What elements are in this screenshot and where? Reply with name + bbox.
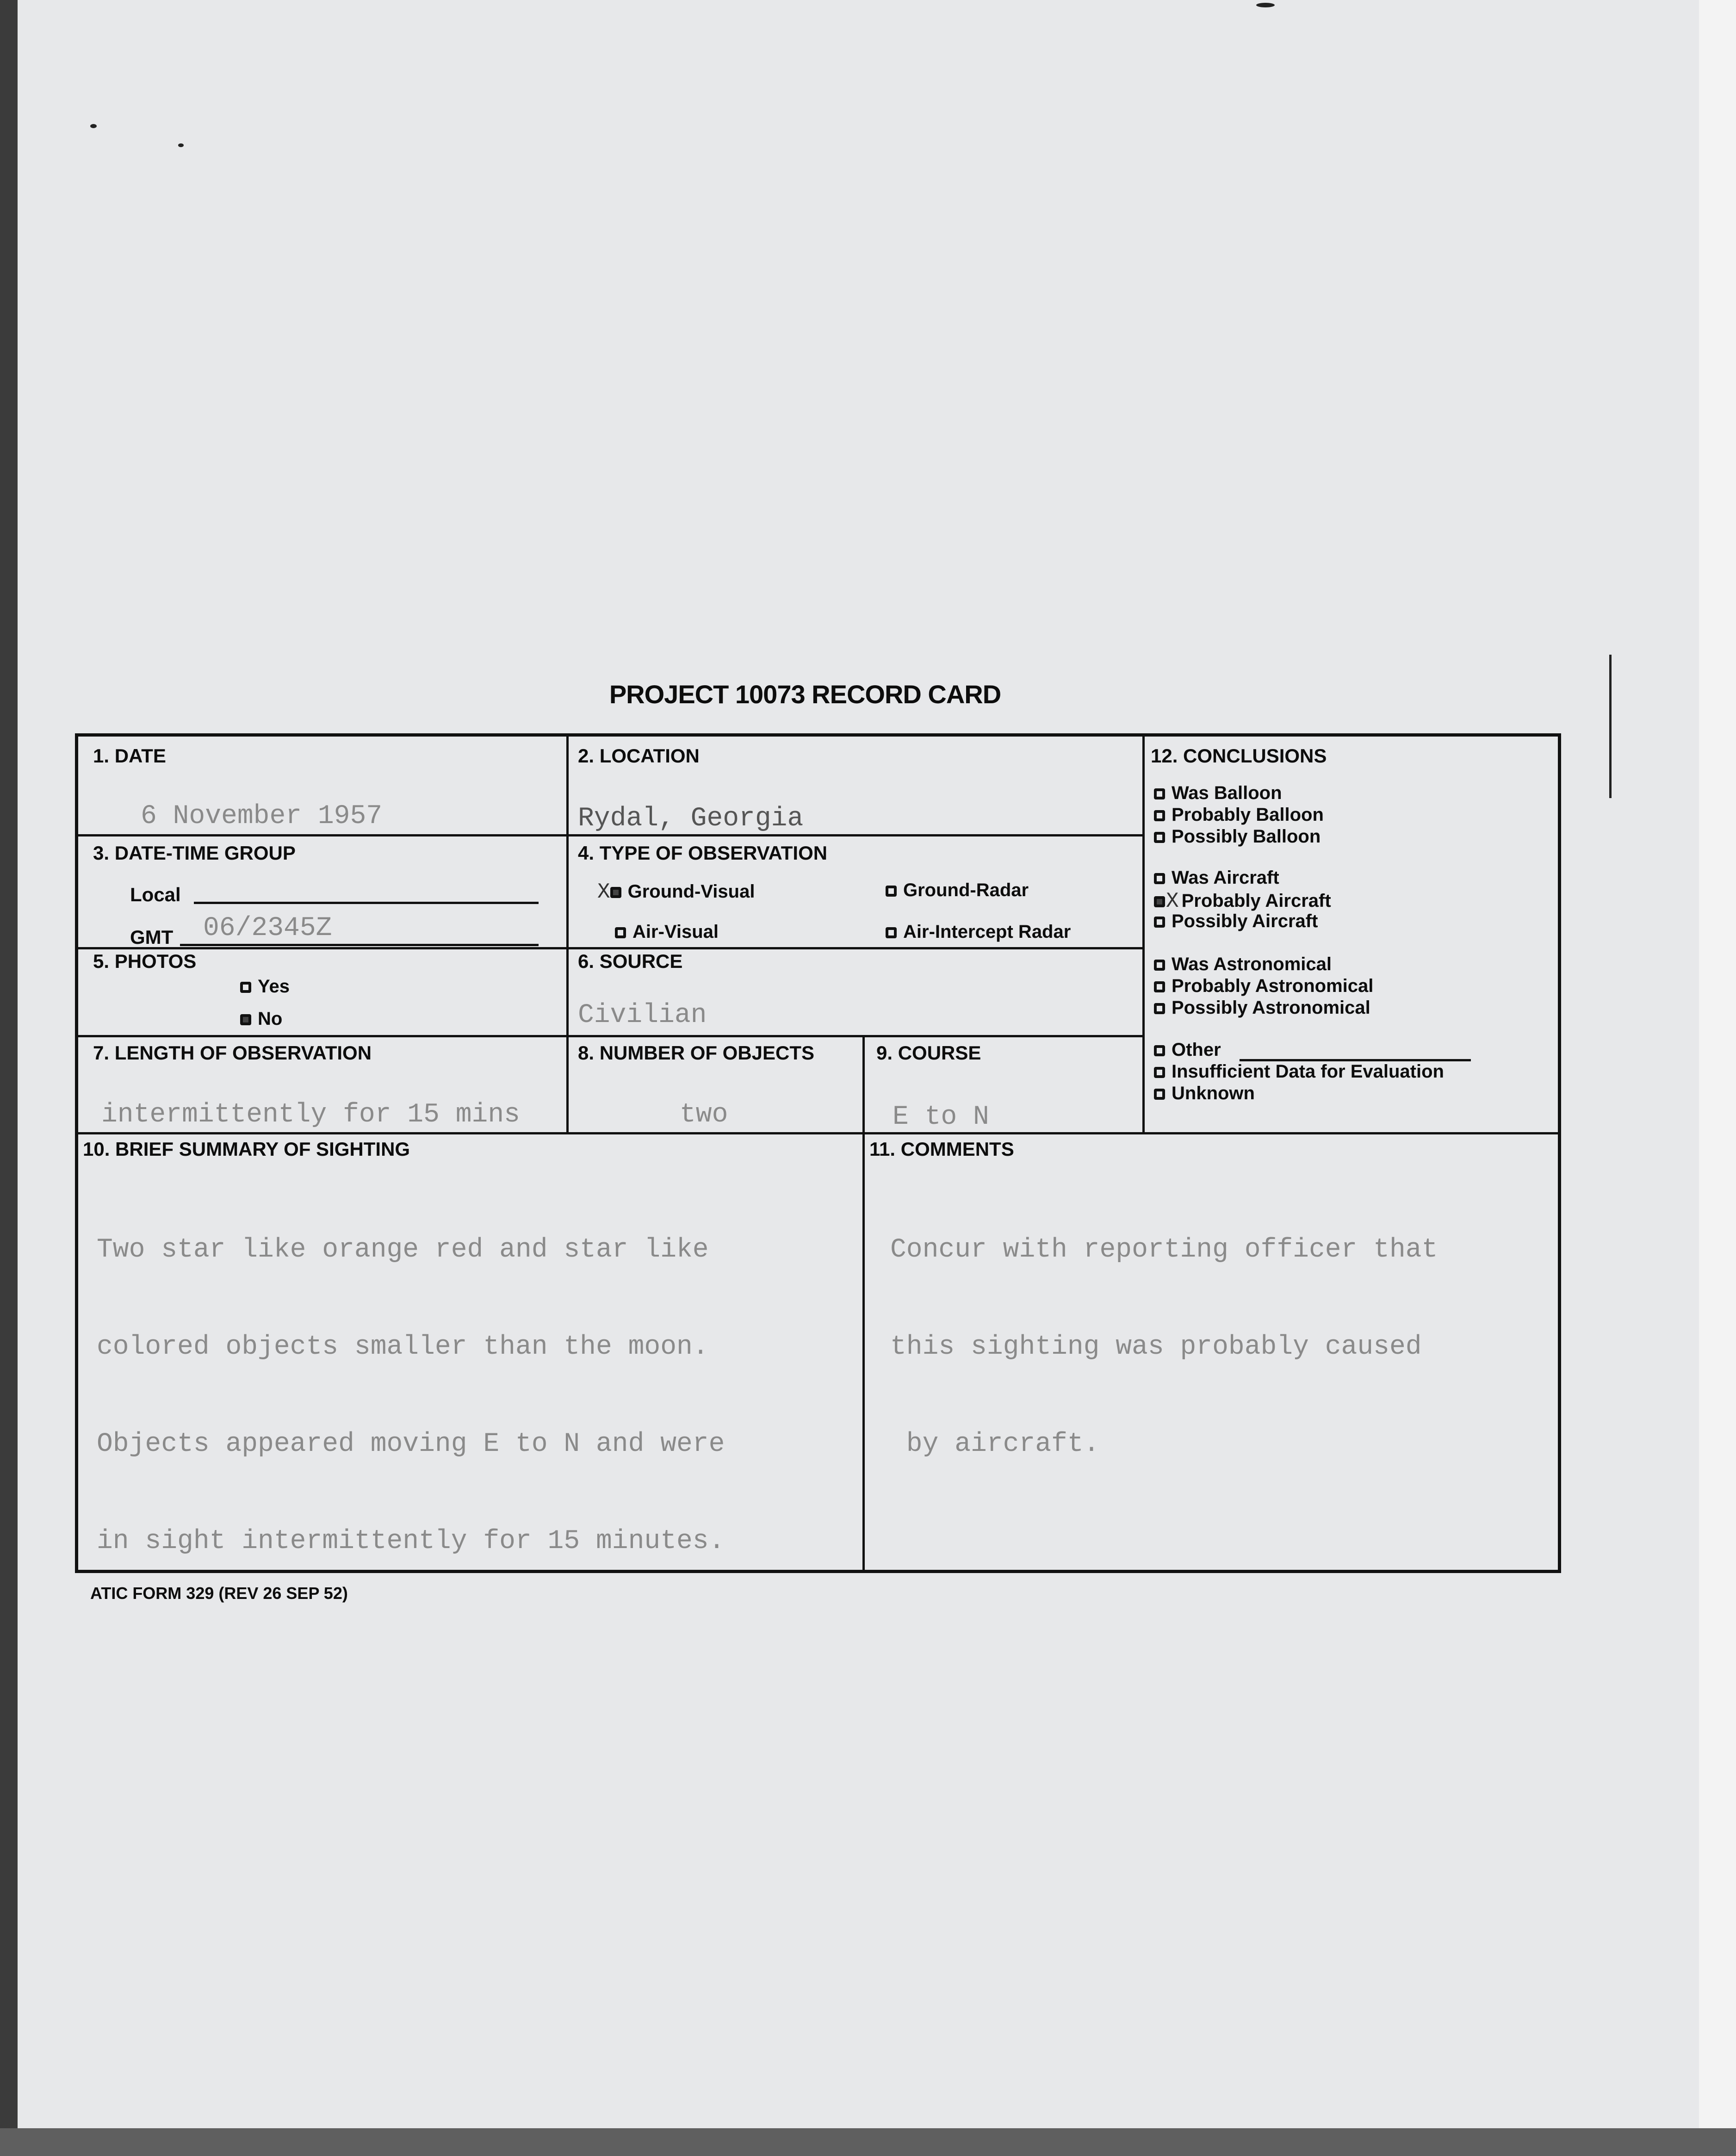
- conclusion-label: Was Astronomical: [1172, 954, 1332, 974]
- check-mark: X: [1166, 889, 1179, 913]
- scan-left-edge: [0, 0, 18, 2156]
- dust-speck: [1256, 3, 1275, 7]
- conclusion-possibly-balloon[interactable]: [1154, 826, 1321, 847]
- conclusion-possibly-aircraft[interactable]: [1154, 911, 1318, 932]
- brief-summary-label: 10. BRIEF SUMMARY OF SIGHTING: [83, 1138, 410, 1160]
- checkbox-icon: [615, 927, 626, 938]
- date-time-group-label: 3. DATE-TIME GROUP: [93, 842, 296, 864]
- divider: [1142, 737, 1145, 1132]
- summary-line: Objects appeared moving E to N and were: [97, 1429, 725, 1459]
- photos-label: 5. PHOTOS: [93, 950, 197, 972]
- conclusion-label: Insufficient Data for Evaluation: [1172, 1061, 1444, 1082]
- checkbox-icon: [240, 1014, 251, 1025]
- date-value: 6 November 1957: [141, 801, 383, 831]
- course-value: E to N: [893, 1102, 989, 1132]
- length-of-observation-value: intermittently for 15 mins: [101, 1100, 520, 1130]
- ground-visual-checkbox[interactable]: [597, 880, 755, 904]
- local-label: Local: [130, 884, 181, 905]
- comments-label: 11. COMMENTS: [869, 1138, 1014, 1160]
- checkbox-icon: [1154, 832, 1165, 843]
- conclusion-unknown[interactable]: [1154, 1083, 1255, 1104]
- comments-line: by aircraft.: [890, 1429, 1100, 1459]
- comments-text: [890, 1169, 1438, 1525]
- check-mark: X: [597, 880, 610, 904]
- conclusion-was-aircraft[interactable]: [1154, 867, 1279, 888]
- conclusion-label: Probably Balloon: [1172, 805, 1324, 825]
- gmt-underline: [180, 944, 539, 946]
- conclusion-label: Unknown: [1172, 1083, 1255, 1103]
- conclusion-label: Was Balloon: [1172, 783, 1282, 803]
- conclusion-label: Possibly Aircraft: [1172, 911, 1318, 931]
- conclusion-probably-balloon[interactable]: [1154, 805, 1324, 825]
- checkbox-icon: [610, 887, 621, 898]
- photos-yes-checkbox[interactable]: [240, 976, 290, 997]
- number-of-objects-value: two: [680, 1100, 728, 1130]
- checkbox-icon: [1154, 1067, 1165, 1078]
- air-visual-label: Air-Visual: [632, 922, 719, 942]
- type-of-observation-label: 4. TYPE OF OBSERVATION: [578, 842, 828, 864]
- checkbox-icon: [886, 927, 897, 938]
- record-card: [75, 733, 1561, 1573]
- conclusion-label: Was Aircraft: [1172, 867, 1279, 888]
- conclusion-label: Other: [1172, 1040, 1221, 1060]
- air-visual-checkbox[interactable]: [615, 922, 719, 942]
- air-intercept-radar-checkbox[interactable]: [886, 922, 1071, 942]
- number-of-objects-label: 8. NUMBER OF OBJECTS: [578, 1042, 815, 1064]
- gmt-value: 06/2345Z: [203, 913, 332, 943]
- conclusion-label: Possibly Astronomical: [1172, 997, 1370, 1018]
- checkbox-icon: [1154, 873, 1165, 884]
- conclusion-was-astronomical[interactable]: [1154, 954, 1332, 975]
- conclusion-label: Possibly Balloon: [1172, 826, 1321, 847]
- checkbox-icon: [1154, 1089, 1165, 1100]
- gmt-label: GMT: [130, 926, 174, 948]
- dust-speck: [90, 124, 97, 128]
- location-label: 2. LOCATION: [578, 745, 700, 767]
- comments-line: Concur with reporting officer that: [890, 1235, 1438, 1265]
- checkbox-icon: [1154, 917, 1165, 928]
- divider: [78, 1132, 1559, 1134]
- checkbox-icon: [1154, 810, 1165, 821]
- conclusions-label: 12. CONCLUSIONS: [1151, 745, 1327, 767]
- summary-line: colored objects smaller than the moon.: [97, 1332, 709, 1362]
- local-underline: [194, 902, 539, 904]
- conclusion-insufficient-data[interactable]: [1154, 1061, 1444, 1082]
- conclusion-label: Probably Aircraft: [1181, 891, 1331, 911]
- summary-line: Two star like orange red and star like: [97, 1235, 709, 1265]
- checkbox-icon: [1154, 981, 1165, 992]
- location-value: Rydal, Georgia: [578, 804, 804, 834]
- source-value: Civilian: [578, 1000, 707, 1030]
- course-label: 9. COURSE: [876, 1042, 981, 1064]
- checkbox-icon: [240, 982, 251, 993]
- divider: [566, 737, 569, 1132]
- checkbox-icon: [1154, 960, 1165, 971]
- divider: [78, 1035, 1142, 1037]
- source-label: 6. SOURCE: [578, 950, 683, 972]
- form-footer: ATIC FORM 329 (REV 26 SEP 52): [90, 1584, 348, 1603]
- brief-summary-text: [97, 1169, 725, 1623]
- dust-speck: [178, 143, 184, 147]
- photos-no-checkbox[interactable]: [240, 1009, 282, 1029]
- scan-right-edge: [1699, 0, 1736, 2156]
- comments-line: this sighting was probably caused: [890, 1332, 1422, 1362]
- ground-visual-label: Ground-Visual: [627, 881, 755, 902]
- conclusion-probably-astronomical[interactable]: [1154, 976, 1373, 997]
- conclusion-was-balloon[interactable]: [1154, 783, 1282, 804]
- checkbox-icon: [886, 886, 897, 897]
- conclusion-possibly-astronomical[interactable]: [1154, 997, 1370, 1018]
- summary-line: in sight intermittently for 15 minutes.: [97, 1526, 725, 1556]
- ground-radar-checkbox[interactable]: [886, 880, 1029, 901]
- photos-no-label: No: [258, 1009, 283, 1029]
- scan-bottom-edge: [0, 2128, 1736, 2156]
- divider: [78, 947, 1142, 949]
- checkbox-icon: [1154, 1045, 1165, 1056]
- scan-artifact-line: [1609, 655, 1612, 798]
- divider: [862, 1035, 865, 1572]
- divider: [78, 834, 1142, 836]
- ground-radar-label: Ground-Radar: [903, 880, 1029, 900]
- conclusion-probably-aircraft[interactable]: [1154, 889, 1331, 913]
- card-title: PROJECT 10073 RECORD CARD: [609, 680, 1001, 709]
- date-label: 1. DATE: [93, 745, 166, 767]
- checkbox-icon: [1154, 788, 1165, 799]
- checkbox-icon: [1154, 1003, 1165, 1014]
- air-intercept-radar-label: Air-Intercept Radar: [903, 922, 1071, 942]
- checkbox-icon: [1154, 896, 1165, 907]
- length-of-observation-label: 7. LENGTH OF OBSERVATION: [93, 1042, 372, 1064]
- photos-yes-label: Yes: [258, 976, 290, 997]
- conclusion-label: Probably Astronomical: [1172, 976, 1374, 996]
- conclusion-other[interactable]: [1154, 1040, 1221, 1060]
